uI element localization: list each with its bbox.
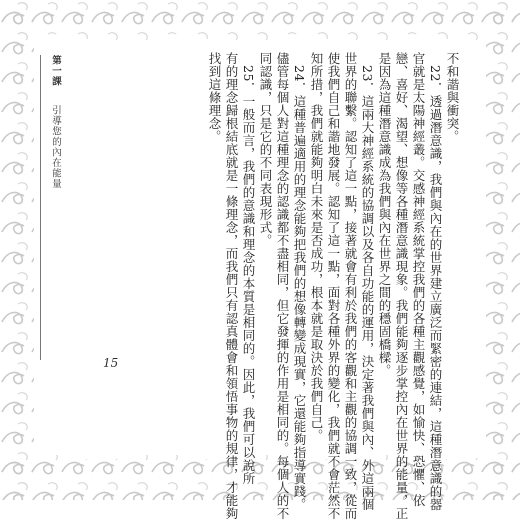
page-number: 15	[103, 356, 119, 370]
text-column: 有的理念歸根結底就是一條理念，而我們只有認真體會和領悟事物的規律，才能夠	[224, 52, 239, 520]
text-column: 同認識，只是它的不同表現形式。	[258, 52, 273, 247]
chapter-title: 引導您的內在能量	[50, 105, 61, 190]
text-column: 官就是太陽神經叢。交感神經系統掌控我們的各種主觀感覺，如愉快、恐懼、依	[411, 52, 426, 507]
text-column: 知所措，我們就能夠明白未來是否成功，根本就是取決於我們自己。	[309, 52, 324, 442]
text-column: 使我們自己和諧地發展。認知了這一點，面對各種外界的變化，我們就不會茫然不	[326, 52, 341, 520]
text-column: 24．這種普遍適用的理念能夠把我們的想像轉變成現實，它還能夠指導實踐。	[292, 52, 307, 511]
text-column: 25．一般而言，我們的意識和理念的本質是相同的。因此，我們可以說所	[241, 52, 256, 485]
text-column: 22．透過潛意識，我們與內在的世界建立廣泛而緊密的連結，這種潛意識的器	[428, 52, 443, 511]
chapter-divider-line	[40, 55, 41, 360]
text-column: 是因為這種潛意識成為我們與內在世界之間的穩固橋樑。	[377, 52, 392, 377]
chapter-number: 第一課	[50, 55, 61, 87]
chapter-running-header	[48, 55, 62, 189]
chapter-separator	[50, 91, 61, 102]
text-column: 戀、喜好、渴望、想像等各種潛意識現象。我們能夠逐步掌控內在世界的能量，正	[394, 52, 409, 520]
text-column: 找到這條理念。	[207, 52, 222, 143]
text-column: 儘管每個人對這種理念的認識都不盡相同，但它發揮的作用是相同的。每個人的不	[275, 52, 290, 520]
text-column: 不和諧與衝突。	[445, 52, 460, 143]
text-column: 23．這兩大神經系統的協調以及各自功能的運用，決定著我們與內、外這兩個	[360, 52, 375, 511]
text-column: 世界的聯繫。認知了這一點，接著就會有利於我們的客觀和主觀的協調一致，從而	[343, 52, 358, 520]
